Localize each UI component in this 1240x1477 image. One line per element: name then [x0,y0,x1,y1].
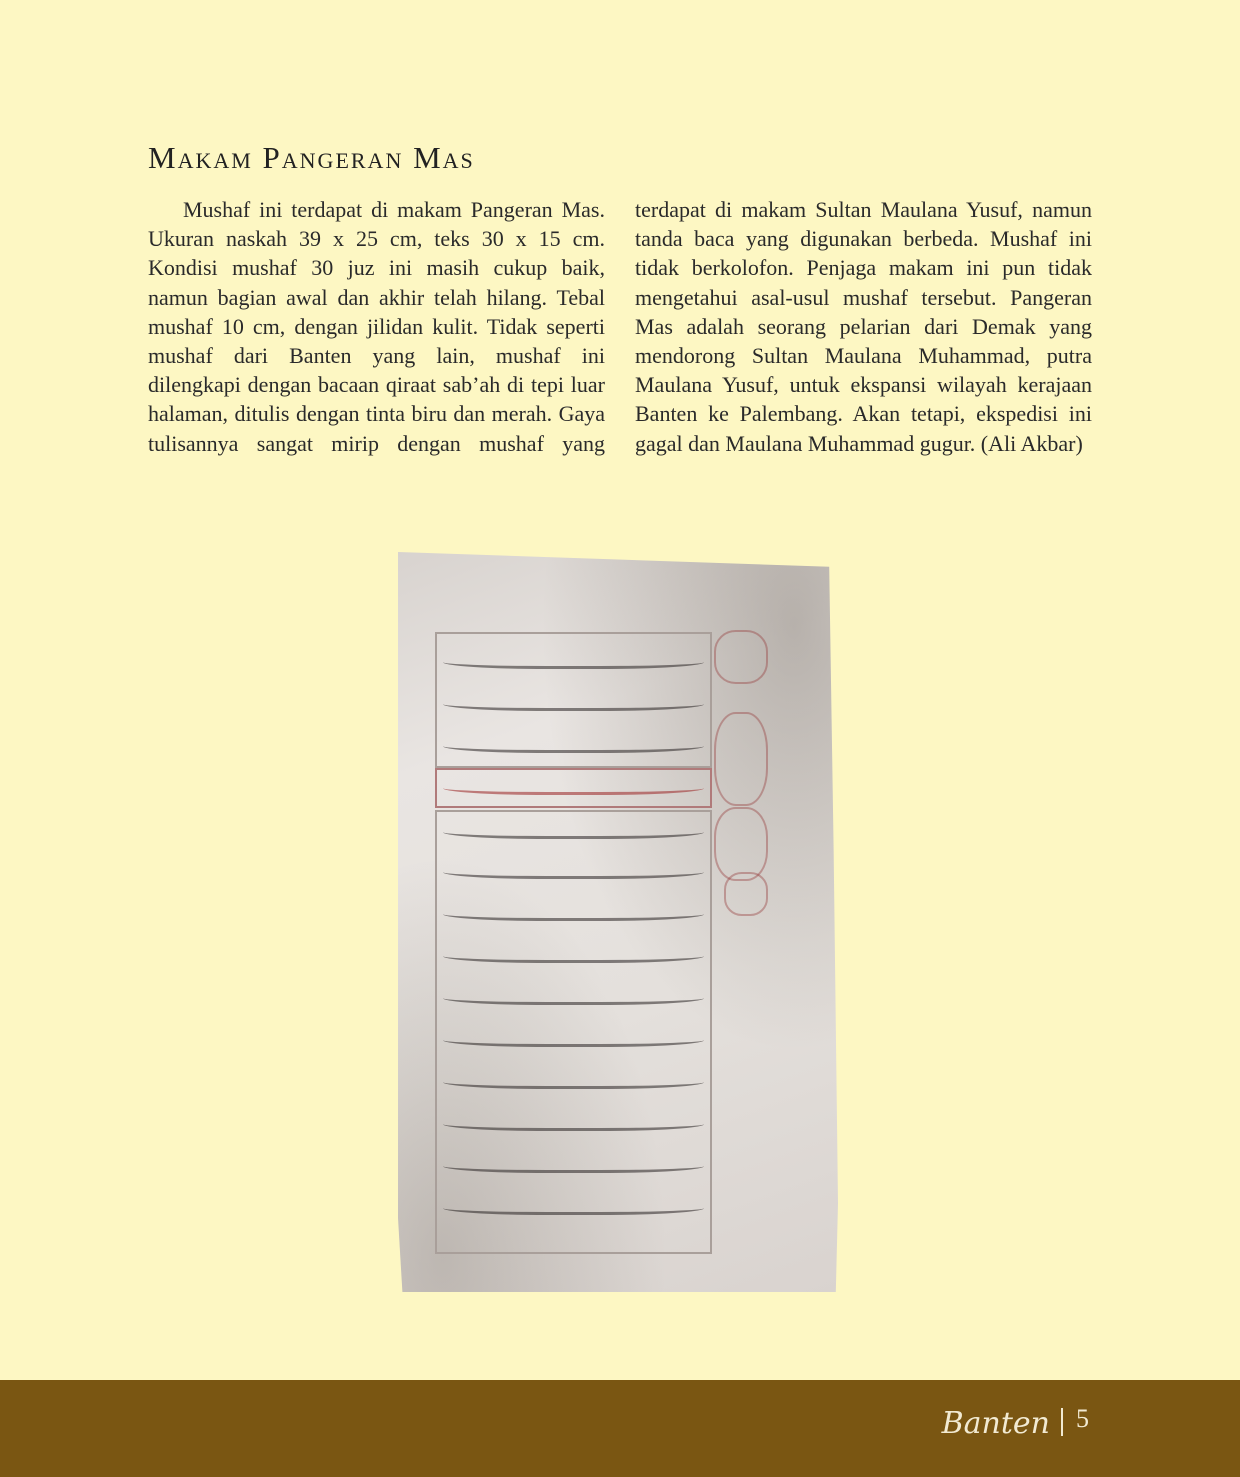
script-line [443,1114,704,1131]
script-line [443,736,704,753]
script-line [443,946,704,963]
margin-note [724,872,768,916]
article-body [148,195,1092,487]
manuscript-frame-main [435,810,712,1254]
margin-note [714,630,768,684]
manuscript-frame-rubric [435,768,712,808]
script-line [443,694,704,711]
manuscript-frame-top [435,632,712,768]
footer-publication: Banten [941,1406,1050,1441]
script-line [443,1072,704,1089]
margin-note [714,807,768,881]
page-number: 5 [1076,1404,1089,1433]
script-line [443,904,704,921]
script-line [443,862,704,879]
page-title: Makam Pangeran Mas [148,140,475,175]
manuscript-photo [398,552,838,1292]
script-line [443,778,704,795]
margin-note [714,712,768,806]
script-line [443,822,704,839]
script-line [443,988,704,1005]
article-paragraph: Mushaf ini terdapat di makam Pangeran Mas. Ukuran naskah 39 x 25 cm, teks 30 x 15 cm. Kondisi mushaf 30 juz ini masih cukup baik, namun bagian awal dan akhir telah hilang. Tebal mushaf 10 cm, dengan jilidan kulit. Tidak seperti mushaf dari Banten yang lain, mushaf ini dilengkapi dengan bacaan qiraat sab’ah di tepi luar halaman, ditulis dengan tinta biru dan merah. Gaya tulisannya sangat mirip dengan mushaf yang terdapat di makam Sultan Maulana Yusuf, namun tanda baca yang digunakan berbeda. Mushaf ini tidak berkolofon. Penjaga makam ini pun tidak mengetahui asal-usul mushaf tersebut. Pangeran Mas adalah seorang pelarian dari Demak yang mendorong Sultan Maulana Muhammad, putra Maulana Yusuf, untuk ekspansi wilayah kerajaan Banten ke Palembang. Akan tetapi, ekspedisi ini gagal dan Maulana Muhammad gugur. (Ali Akbar) [148,197,1092,456]
footer-band [0,1380,1240,1477]
script-line [443,1198,704,1215]
script-line [443,1156,704,1173]
script-line [443,652,704,669]
footer-separator [1061,1408,1063,1436]
script-line [443,1030,704,1047]
